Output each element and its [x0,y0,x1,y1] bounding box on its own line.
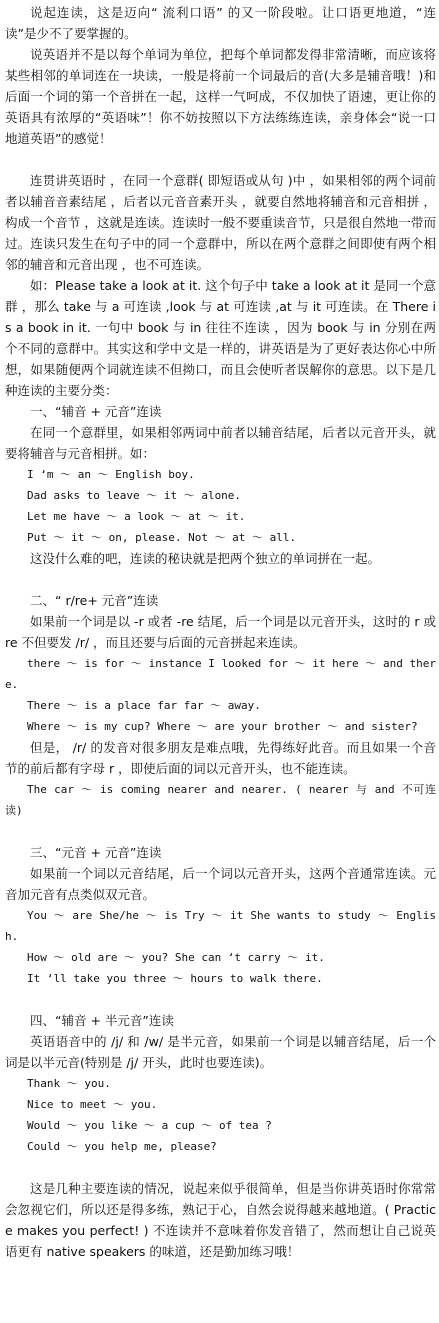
section-heading-4: 四、“辅音 + 半元音”连读 [30,1013,174,1028]
section-note-1: 这没什么难的吧，连读的秘诀就是把两个独立的单词拼在一起。 [30,551,381,566]
example-line: It ‘ll take you three ～ hours to walk there. [27,972,323,985]
spacer [5,989,436,1010]
example-line: Could ～ you help me, please? [27,1140,217,1153]
section-desc-3: 如果前一个词以元音结尾，后一个词以元音开头，这两个音通常连读。元音加元音有点类似双元音。 [5,866,436,902]
example-line: Dad asks to leave ～ it ～ alone. [27,489,242,502]
intro-paragraph-1: 说起连读，这是迈向“ 流利口语” 的又一阶段啦。让口语更地道，“连读”是少不了要掌握的。 [5,5,436,41]
example-line: How ～ old are ～ you? She can ‘t carry ～ it. [27,951,325,964]
section-heading-3: 三、“元音 + 元音”连读 [30,845,162,860]
example-line: Let me have ～ a look ～ at ～ it. [27,510,246,523]
section-heading-2: 二、“ r/re+ 元音”连读 [30,593,159,608]
explanation-paragraph-1: 连贯讲英语时 ，在同一个意群( 即短语或从句 )中 ，如果相邻的两个词前者以辅音音素结尾 ，后者以元音音素开头 ，就要自然地将辅音和元音相拼 ，构成一个音节 ，这就是连读。连读时一般不要重读音节，只是很自然地一带而过。连读只发生在句子中的同一个意群中，所以在两个意群之间即使有两个相邻的辅音和元音出现 ，也不可连读。 [5,173,436,272]
example-line: Nice to meet ～ you. [27,1098,158,1111]
spacer [5,149,436,170]
section-heading-1: 一、“辅音 + 元音”连读 [30,404,162,419]
spacer [5,1157,436,1178]
example-line: Thank ～ you. [27,1077,111,1090]
example-line: Where ～ is my cup? Where ～ are your brother ～ and sister? [27,720,418,733]
intro-paragraph-2: 说英语并不是以每个单词为单位，把每个单词都发得非常清晰，而应该将某些相邻的单词连在一块读，一般是将前一个词最后的音(大多是辅音哦！)和后面一个词的第一个音拼在一起，这样一气呵成，不仅加快了语速，更让你的英语具有浓厚的“英语味”！你不妨按照以下方法练练连读，亲身体会“说一口地道英语”的感觉！ [5,47,436,146]
spacer [5,821,436,842]
example-line: There ～ is a place far far ～ away. [27,699,261,712]
section-desc-2: 如果前一个词是以 -r 或者 -re 结尾，后一个词是以元音开头，这时的 r 或 re 不但要发 /r/ ，而且还要与后面的元音拼起来连读。 [5,614,436,650]
section-note-2: 但是， /r/ 的发音对很多朋友是难点哦，先得练好此音。而且如果一个音节的前后都有字母 r ，即使后面的词以元音开头，也不能连读。 [5,740,436,776]
example-line: Would ～ you like ～ a cup ～ of tea ? [27,1119,272,1132]
explanation-paragraph-2: 如：Please take a look at it. 这个句子中 take a look at it 是同一个意群 ，那么 take 与 a 可连读 ,look 与 at 可连读 ,at 与 it 可连读。在 There is a book in it. 一句中 book 与 in 往往不连读 ，因为 book 与 in 分别在两个不同的意群中。其实这和学中文是一样的，讲英语是为了更好表达你心中所想，如果随便两个词就连读不但拗口，而且会使听者误解你的意思。以下是几种连读的主要分类： [5,278,436,398]
example-line: there ～ is for ～ instance I looked for ～ it here ～ and there. [5,657,436,691]
example-line: Put ～ it ～ on, please. Not ～ at ～ all. [27,531,297,544]
spacer [5,569,436,590]
example-line: I ‘m ～ an ～ English boy. [27,468,195,481]
example-line: You ～ are She/he ～ is Try ～ it She wants to study ～ English. [5,909,436,943]
section-desc-1: 在同一个意群里，如果相邻两词中前者以辅音结尾，后者以元音开头，就要将辅音与元音相拼。如： [5,425,436,461]
conclusion-paragraph: 这是几种主要连读的情况，说起来似乎很简单，但是当你讲英语时你常常会忽视它们，所以还是得多练，熟记于心，自然会说得越来越地道。( Practice makes you perfect! ) 不连读并不意味着你发音错了，然而想让自己说英语更有 native speakers 的味道，还是勤加练习哦！ [5,1181,436,1259]
example-line: The car ～ is coming nearer and nearer. ( nearer 与 and 不可连读) [5,783,436,817]
section-desc-4: 英语语音中的 /j/ 和 /w/ 是半元音，如果前一个词是以辅音结尾，后一个词是以半元音(特别是 /j/ 开头，此时也要连读)。 [5,1034,436,1070]
